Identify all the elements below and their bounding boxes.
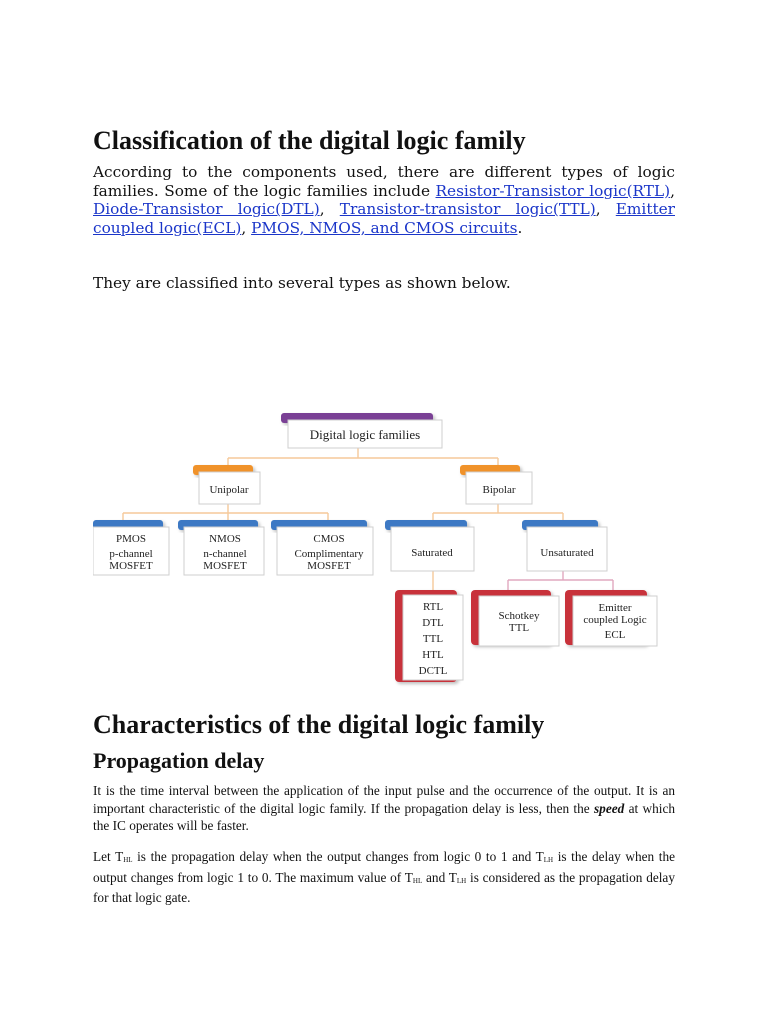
cmos-line-3: MOSFET	[307, 560, 351, 572]
para1-text-end: at which the IC operates will be faster.	[93, 800, 675, 834]
sat-type-dtl: DTL	[422, 617, 444, 629]
root-label: Digital logic families	[309, 427, 421, 442]
link-ttl[interactable]: Transistor-transistor logic(TTL)	[339, 200, 596, 219]
para2-text: is the propagation delay when the output changes from logic 0 to 1 and T	[132, 849, 544, 864]
nmos-line-2: n-channel	[203, 548, 247, 560]
para2-text: Let T	[93, 849, 124, 864]
schottky-line-2: TTL	[508, 622, 530, 634]
unsaturated-label: Unsaturated	[540, 547, 594, 559]
node-saturated-types	[395, 590, 463, 682]
intro-text: According to the components used, there are different types of logic families. Some of the logic families include	[93, 163, 675, 200]
ecl-line-1: Emitter	[598, 602, 632, 614]
period: .	[517, 218, 523, 237]
sat-type-htl: HTL	[422, 649, 444, 661]
subscript-lh: LH	[456, 876, 467, 885]
para2-text: is the delay when the output changes from logic 1 to 0. The maximum value of T	[93, 849, 675, 885]
subheading-propagation-delay: Propagation delay	[93, 748, 265, 773]
thl-tlh-paragraph	[93, 848, 675, 907]
ecl-line-3: ECL	[604, 629, 626, 641]
separator: ,	[319, 200, 340, 219]
intro-paragraph	[93, 163, 675, 237]
section-heading-characteristics: Characteristics of the digital logic family	[93, 710, 545, 739]
para2-text: is considered as the propagation delay for that logic gate.	[93, 869, 675, 906]
cmos-line-1: CMOS	[313, 533, 345, 545]
link-dtl[interactable]: Diode-Transistor logic(DTL)	[93, 200, 320, 219]
cmos-line-2: Complimentary	[294, 548, 364, 560]
ecl-line-2: coupled Logic	[583, 614, 647, 626]
separator: ,	[670, 181, 675, 200]
node-nmos	[178, 520, 264, 575]
link-rtl[interactable]: Resistor-Transistor logic(RTL)	[435, 181, 671, 200]
sat-type-dctl: DCTL	[418, 665, 448, 677]
link-ecl[interactable]: Emitter coupled logic(ECL)	[93, 200, 675, 237]
node-saturated	[385, 520, 474, 571]
subscript-lh: LH	[543, 856, 554, 864]
node-root	[281, 413, 442, 448]
subscript-hl: HL	[412, 876, 423, 885]
node-pmos	[93, 520, 169, 575]
unipolar-label: Unipolar	[209, 484, 249, 496]
speed-emphasis: speed	[594, 800, 625, 816]
page-title: Classification of the digital logic family	[93, 126, 526, 155]
node-cmos	[271, 520, 373, 575]
pmos-line-1: PMOS	[116, 533, 146, 545]
separator: ,	[595, 200, 616, 219]
separator: ,	[241, 218, 252, 237]
sat-type-rtl: RTL	[422, 601, 444, 613]
classified-text: They are classified into several types as shown below.	[93, 274, 511, 292]
node-ecl	[565, 590, 657, 646]
saturated-label: Saturated	[411, 547, 453, 559]
node-bipolar	[460, 465, 532, 504]
nmos-line-1: NMOS	[209, 533, 241, 545]
link-mos-circuits[interactable]: PMOS, NMOS, and CMOS circuits	[251, 218, 518, 237]
schottky-line-1: Schotkey	[498, 610, 540, 622]
node-unipolar	[193, 465, 260, 504]
pmos-line-3: MOSFET	[109, 560, 153, 572]
propagation-delay-paragraph	[93, 782, 675, 835]
nmos-line-3: MOSFET	[203, 560, 247, 572]
subscript-hl: HL	[123, 856, 133, 864]
para1-text: It is the time interval between the application of the input pulse and the occurrence of the output. It is an important characteristic of the digital logic family. If the propagation delay is less, then the	[93, 783, 675, 816]
logic-family-diagram	[93, 405, 673, 690]
pmos-line-2: p-channel	[109, 548, 153, 560]
node-unsaturated	[522, 520, 607, 571]
sat-type-ttl: TTL	[422, 633, 444, 645]
bipolar-label: Bipolar	[482, 484, 516, 496]
node-schottky-ttl	[471, 590, 559, 646]
para2-text: and T	[422, 869, 457, 885]
